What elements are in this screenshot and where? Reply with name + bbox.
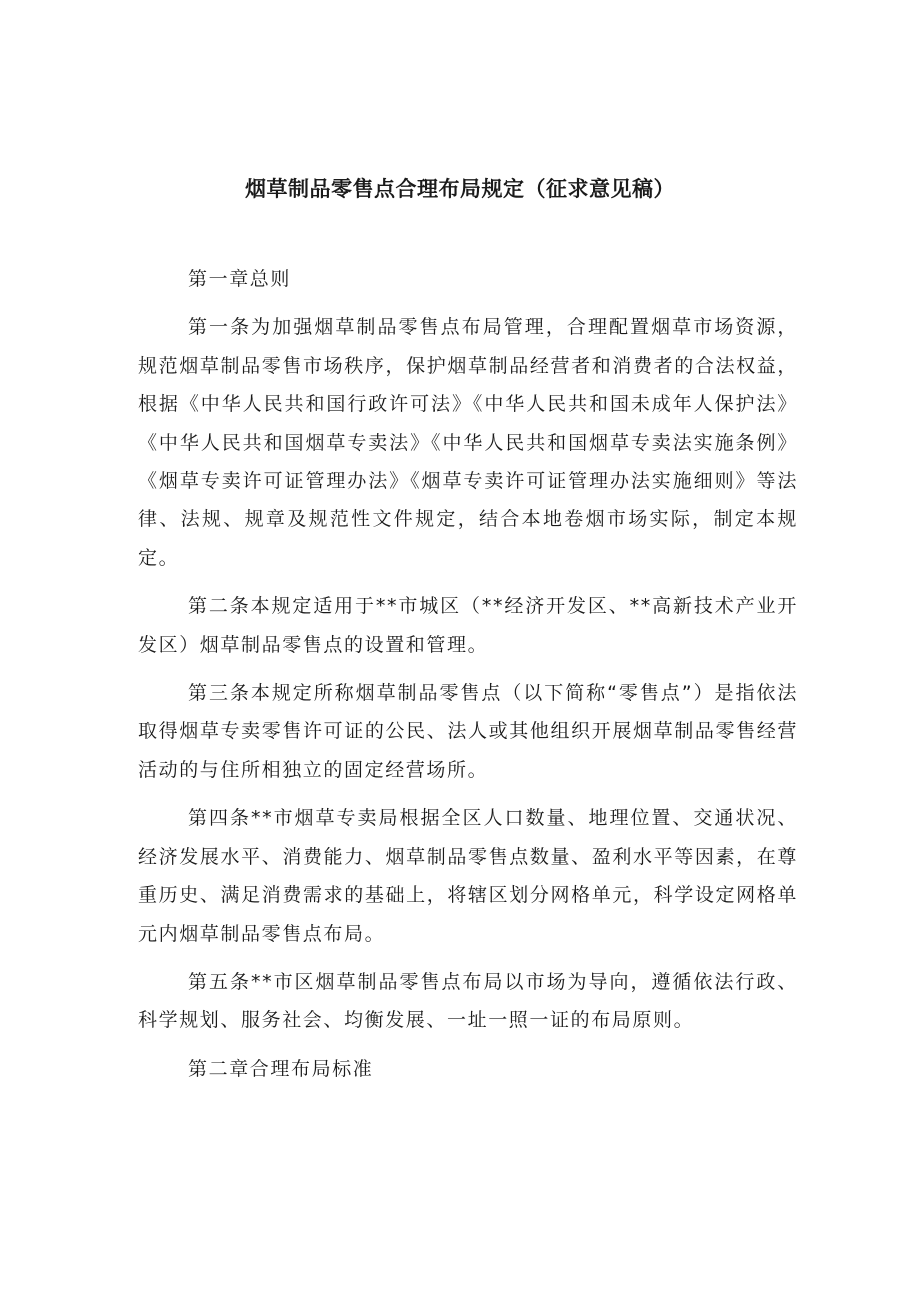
article-paragraph: 第五条**市区烟草制品零售点布局以市场为导向，遵循依法行政、科学规划、服务社会、均衡发展、一址一照一证的布局原则。 (138, 970, 798, 1032)
document-body (138, 260, 798, 1098)
document-title: 烟草制品零售点合理布局规定（征求意见稿） (245, 177, 675, 201)
article-paragraph: 第一条为加强烟草制品零售点布局管理，合理配置烟草市场资源，规范烟草制品零售市场秩序，保护烟草制品经营者和消费者的合法权益，根据《中华人民共和国行政许可法》《中华人民共和国未成年人保护法》《中华人民共和国烟草专卖法》《中华人民共和国烟草专卖法实施条例》《烟草专卖许可证管理办法》《烟草专卖许可证管理办法实施细则》等法律、法规、规章及规范性文件规定，结合本地卷烟市场实际，制定本规定。 (138, 316, 798, 569)
article-paragraph: 第三条本规定所称烟草制品零售点（以下简称“零售点”）是指依法取得烟草专卖零售许可证的公民、法人或其他组织开展烟草制品零售经营活动的与住所相独立的固定经营场所。 (138, 682, 798, 781)
chapter-heading: 第一章总则 (188, 268, 292, 290)
article-paragraph: 第二条本规定适用于**市城区（**经济开发区、**高新技术产业开发区）烟草制品零售点的设置和管理。 (138, 595, 798, 656)
chapter-heading: 第二章合理布局标准 (188, 1057, 374, 1080)
article-paragraph: 第四条**市烟草专卖局根据全区人口数量、地理位置、交通状况、经济发展水平、消费能力、烟草制品零售点数量、盈利水平等因素，在尊重历史、满足消费需求的基础上，将辖区划分网格单元，科学设定网格单元内烟草制品零售点布局。 (138, 807, 798, 945)
